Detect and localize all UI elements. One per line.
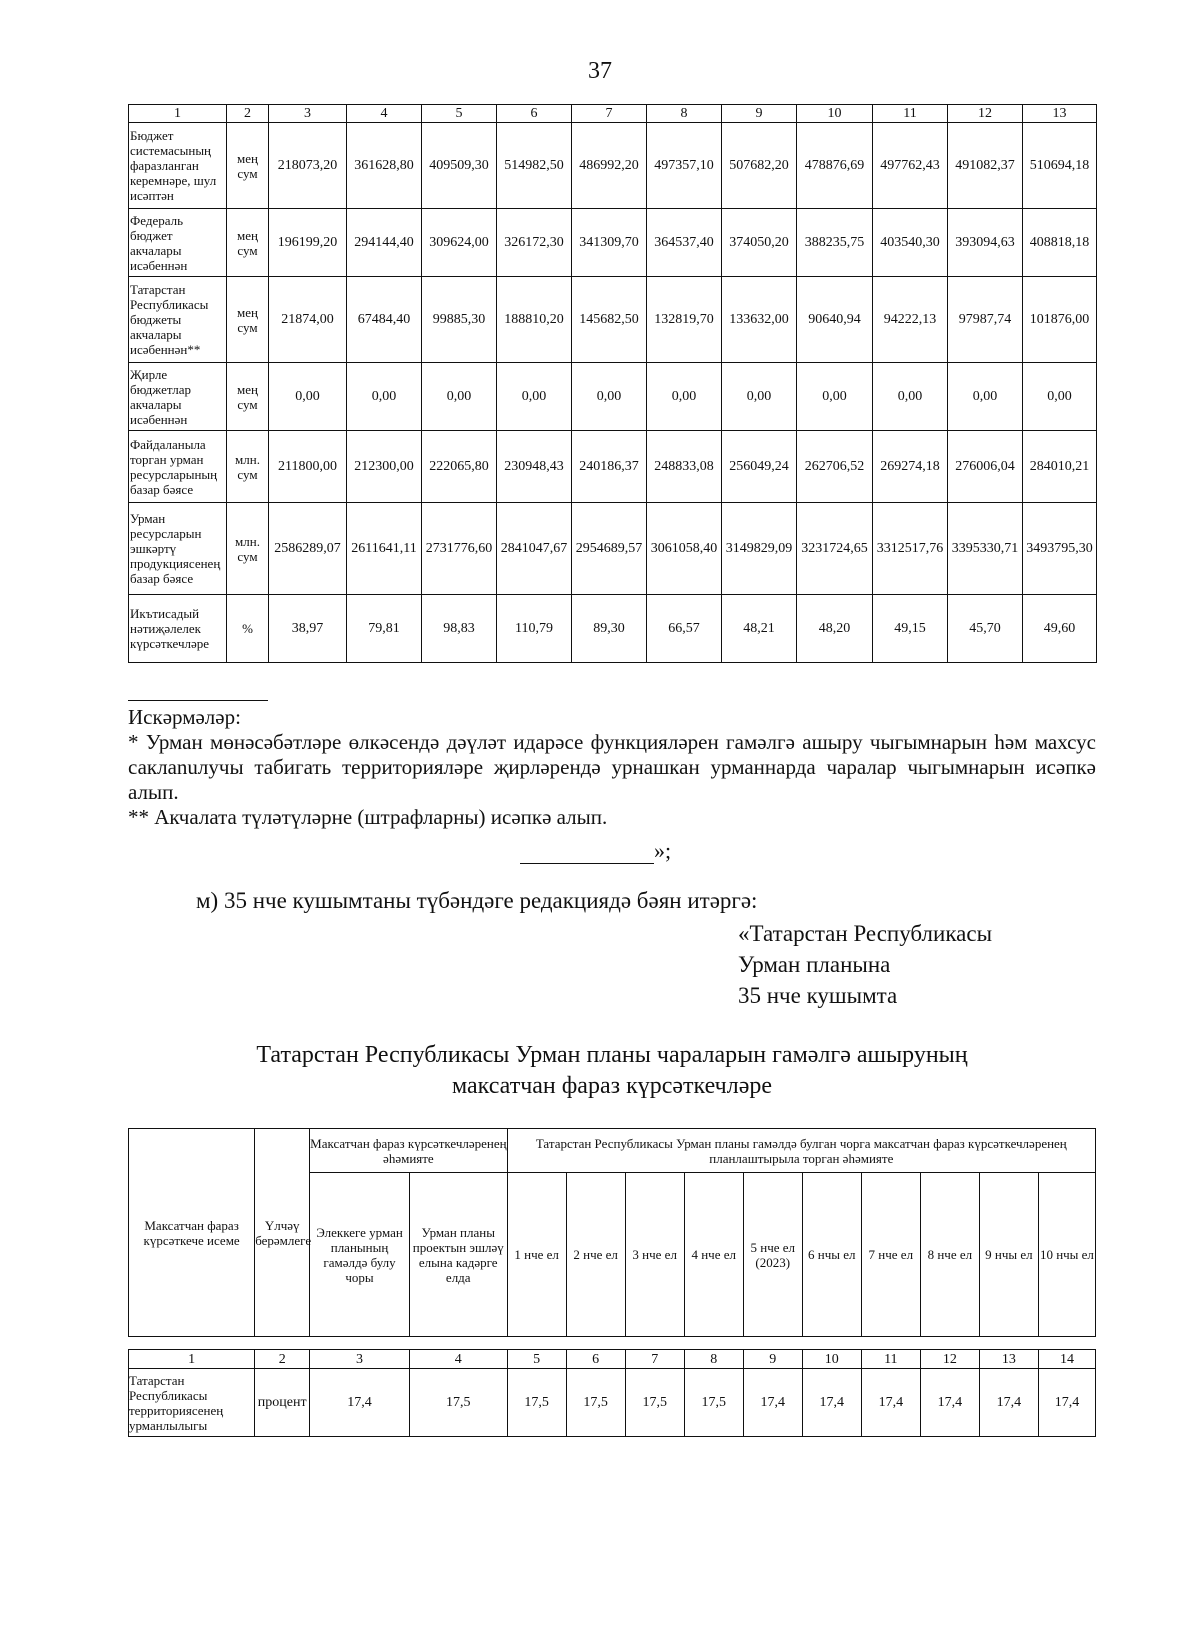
table-header-row: [129, 105, 1097, 123]
value-cell: 17,5: [684, 1369, 743, 1437]
value-cell: 89,30: [572, 595, 647, 663]
value-cell: 326172,30: [497, 209, 572, 277]
header-cell: 5: [507, 1350, 566, 1369]
value-cell: 230948,43: [497, 431, 572, 503]
title-line-1: Татарстан Республикасы Урман планы чараларын гамәлгә ашыруның: [256, 1042, 968, 1068]
value-cell: 3395330,71: [948, 503, 1023, 595]
value-cell: 262706,52: [797, 431, 873, 503]
year-header-cell: 2 нче ел: [566, 1173, 625, 1337]
annex-line-1: «Татарстан Республикасы: [738, 921, 993, 946]
closing-blank-line: [520, 843, 654, 864]
budget-indicators-table: [128, 104, 1097, 663]
year-header-cell: 8 нче ел: [920, 1173, 979, 1337]
value-cell: 218073,20: [269, 123, 347, 209]
year-header-cell: 5 нче ел (2023): [743, 1173, 802, 1337]
col-group-values: Максатчан фараз күрсәткечләренең әһәмияте: [310, 1129, 507, 1173]
header-cell: 1: [129, 105, 227, 123]
value-cell: 110,79: [497, 595, 572, 663]
value-cell: 49,60: [1023, 595, 1097, 663]
value-cell: 341309,70: [572, 209, 647, 277]
header-cell: 3: [269, 105, 347, 123]
title-line-2: максатчан фараз күрсәткечләре: [451, 1073, 773, 1099]
header-cell: 7: [572, 105, 647, 123]
annex-line-2: Урман планына: [738, 952, 891, 977]
value-cell: 196199,20: [269, 209, 347, 277]
value-cell: 276006,04: [948, 431, 1023, 503]
header-cell: 13: [979, 1350, 1038, 1369]
table-row: [129, 595, 1097, 663]
header-cell: 14: [1038, 1350, 1095, 1369]
value-cell: 222065,80: [422, 431, 497, 503]
value-cell: 2611641,11: [347, 503, 422, 595]
value-cell: 48,20: [797, 595, 873, 663]
value-cell: 132819,70: [647, 277, 722, 363]
value-cell: 0,00: [572, 363, 647, 431]
value-cell: 408818,18: [1023, 209, 1097, 277]
value-cell: 17,5: [409, 1369, 507, 1437]
value-cell: 211800,00: [269, 431, 347, 503]
value-cell: 17,5: [625, 1369, 684, 1437]
value-cell: 3061058,40: [647, 503, 722, 595]
value-cell: 3231724,65: [797, 503, 873, 595]
value-cell: 90640,94: [797, 277, 873, 363]
value-cell: 2841047,67: [497, 503, 572, 595]
value-cell: 66,57: [647, 595, 722, 663]
page-number: 37: [588, 58, 612, 84]
row-unit: %: [227, 595, 269, 663]
closing-quote: »;: [654, 838, 672, 863]
year-header-cell: 1 нче ел: [507, 1173, 566, 1337]
note-2: ** Акчалата түләтүләрне (штрафларны) исәпкә алып.: [128, 805, 608, 829]
table-row: [129, 431, 1097, 503]
value-cell: 409509,30: [422, 123, 497, 209]
table-header-row: [129, 1350, 1096, 1369]
row-unit: мең сум: [227, 123, 269, 209]
row-unit: мең сум: [227, 209, 269, 277]
value-cell: 48,21: [722, 595, 797, 663]
value-cell: 188810,20: [497, 277, 572, 363]
col-year-before-project: Урман планы проектын эшләү елына кадәрге елда: [409, 1173, 507, 1337]
row-name: Икътисадый нәтиҗәлелек күрсәткечләре: [129, 595, 227, 663]
header-cell: 10: [797, 105, 873, 123]
header-cell: 2: [227, 105, 269, 123]
value-cell: 0,00: [1023, 363, 1097, 431]
forest-coverage-table: [128, 1349, 1096, 1437]
value-cell: 256049,24: [722, 431, 797, 503]
document-title: [128, 1040, 1096, 1102]
year-header-cell: 9 нчы ел: [979, 1173, 1038, 1337]
value-cell: 0,00: [347, 363, 422, 431]
value-cell: 101876,00: [1023, 277, 1097, 363]
col-indicator-name: Максатчан фараз күрсәткече исеме: [129, 1129, 255, 1337]
notes-heading: Искәрмәләр:: [128, 705, 241, 729]
value-cell: 3493795,30: [1023, 503, 1097, 595]
value-cell: 17,4: [1038, 1369, 1095, 1437]
value-cell: 21874,00: [269, 277, 347, 363]
table-row: [129, 503, 1097, 595]
value-cell: 309624,00: [422, 209, 497, 277]
value-cell: 491082,37: [948, 123, 1023, 209]
value-cell: 97987,74: [948, 277, 1023, 363]
year-header-cell: 4 нче ел: [684, 1173, 743, 1337]
header-cell: 8: [647, 105, 722, 123]
header-cell: 4: [409, 1350, 507, 1369]
header-cell: 1: [129, 1350, 255, 1369]
value-cell: 0,00: [422, 363, 497, 431]
header-cell: 4: [347, 105, 422, 123]
row-name: Файдаланыла торган урман ресурсларының базар бәясе: [129, 431, 227, 503]
header-cell: 6: [497, 105, 572, 123]
row-name: Урман ресурсларын эшкәртү продукциясенең базар бәясе: [129, 503, 227, 595]
header-cell: 11: [873, 105, 948, 123]
value-cell: 99885,30: [422, 277, 497, 363]
year-header-cell: 6 нчы ел: [802, 1173, 861, 1337]
value-cell: 2731776,60: [422, 503, 497, 595]
year-header-cell: 10 нчы ел: [1038, 1173, 1095, 1337]
value-cell: 269274,18: [873, 431, 948, 503]
value-cell: 17,4: [802, 1369, 861, 1437]
value-cell: 497357,10: [647, 123, 722, 209]
value-cell: 38,97: [269, 595, 347, 663]
row-unit: млн. сум: [227, 431, 269, 503]
table-row: [129, 123, 1097, 209]
value-cell: 98,83: [422, 595, 497, 663]
table-row: [129, 363, 1097, 431]
instruction-text: м) 35 нче кушымтаны түбәндәге редакциядә бәян итәргә:: [196, 888, 758, 913]
value-cell: 2586289,07: [269, 503, 347, 595]
row-name: Федераль бюджет акчалары исәбеннән: [129, 209, 227, 277]
row-unit: мең сум: [227, 277, 269, 363]
value-cell: 0,00: [497, 363, 572, 431]
value-cell: 17,5: [566, 1369, 625, 1437]
row-name: Җирле бюджетлар акчалары исәбеннән: [129, 363, 227, 431]
value-cell: 510694,18: [1023, 123, 1097, 209]
value-cell: 3312517,76: [873, 503, 948, 595]
col-previous-plan: Элеккеге урман планының гамәлдә булу чоры: [310, 1173, 410, 1337]
header-cell: 12: [948, 105, 1023, 123]
value-cell: 67484,40: [347, 277, 422, 363]
notes-divider: [128, 700, 268, 701]
value-cell: 212300,00: [347, 431, 422, 503]
value-cell: 17,4: [920, 1369, 979, 1437]
value-cell: 393094,63: [948, 209, 1023, 277]
header-cell: 2: [255, 1350, 310, 1369]
table-row: [129, 1369, 1096, 1437]
header-cell: 10: [802, 1350, 861, 1369]
value-cell: 17,4: [979, 1369, 1038, 1437]
value-cell: 133632,00: [722, 277, 797, 363]
value-cell: 2954689,57: [572, 503, 647, 595]
value-cell: 0,00: [722, 363, 797, 431]
value-cell: 374050,20: [722, 209, 797, 277]
value-cell: 361628,80: [347, 123, 422, 209]
value-cell: 145682,50: [572, 277, 647, 363]
value-cell: 79,81: [347, 595, 422, 663]
header-cell: 6: [566, 1350, 625, 1369]
value-cell: 17,5: [507, 1369, 566, 1437]
value-cell: 3149829,09: [722, 503, 797, 595]
value-cell: 49,15: [873, 595, 948, 663]
note-1: * Урман мөнәсәбәтләре өлкәсендә дәүләт идарәсе функцияләрен гамәлгә ашыру чыгымнарын һәм махсус саклanuлучы табигать территорияләре җирләрендә урнашкан урманнарда чаралар чыгымнарын исәпкә алып.: [128, 730, 1096, 804]
value-cell: 17,4: [310, 1369, 410, 1437]
row-name: Бюджет системасының фаразланган керемнәре, шул исәптән: [129, 123, 227, 209]
value-cell: 364537,40: [647, 209, 722, 277]
header-cell: 3: [310, 1350, 410, 1369]
value-cell: 17,4: [743, 1369, 802, 1437]
value-cell: 403540,30: [873, 209, 948, 277]
value-cell: 248833,08: [647, 431, 722, 503]
row-name: Татарстан Республикасы бюджеты акчалары исәбеннән**: [129, 277, 227, 363]
row-unit: процент: [255, 1369, 310, 1437]
value-cell: 388235,75: [797, 209, 873, 277]
value-cell: 240186,37: [572, 431, 647, 503]
table-row: [129, 209, 1097, 277]
value-cell: 514982,50: [497, 123, 572, 209]
header-cell: 11: [861, 1350, 920, 1369]
value-cell: 0,00: [269, 363, 347, 431]
value-cell: 0,00: [797, 363, 873, 431]
value-cell: 486992,20: [572, 123, 647, 209]
value-cell: 497762,43: [873, 123, 948, 209]
year-header-cell: 3 нче ел: [625, 1173, 684, 1337]
col-group-planned: Татарстан Республикасы Урман планы гамәлдә булган чорга максатчан фараз күрсәткечләренең планлаштырыла торган әһәмияте: [507, 1129, 1095, 1173]
header-cell: 12: [920, 1350, 979, 1369]
value-cell: 17,4: [861, 1369, 920, 1437]
value-cell: 478876,69: [797, 123, 873, 209]
header-cell: 9: [722, 105, 797, 123]
value-cell: 284010,21: [1023, 431, 1097, 503]
header-cell: 8: [684, 1350, 743, 1369]
forecast-header-table: [128, 1128, 1096, 1337]
col-unit: Үлчәү берәмлеге: [255, 1129, 310, 1337]
notes-section: [128, 700, 1096, 830]
value-cell: 0,00: [647, 363, 722, 431]
header-cell: 5: [422, 105, 497, 123]
header-cell: 9: [743, 1350, 802, 1369]
year-header-cell: 7 нче ел: [861, 1173, 920, 1337]
annex-line-3: 35 нче кушымта: [738, 983, 898, 1008]
value-cell: 0,00: [873, 363, 948, 431]
value-cell: 94222,13: [873, 277, 948, 363]
value-cell: 294144,40: [347, 209, 422, 277]
row-unit: млн. сум: [227, 503, 269, 595]
closing-mark: [520, 838, 671, 864]
header-cell: 7: [625, 1350, 684, 1369]
value-cell: 507682,20: [722, 123, 797, 209]
value-cell: 45,70: [948, 595, 1023, 663]
row-name: Татарстан Республикасы территориясенең урманлылыгы: [129, 1369, 255, 1437]
value-cell: 0,00: [948, 363, 1023, 431]
annex-header: [738, 918, 992, 1011]
header-cell: 13: [1023, 105, 1097, 123]
row-unit: мең сум: [227, 363, 269, 431]
table-row: [129, 277, 1097, 363]
